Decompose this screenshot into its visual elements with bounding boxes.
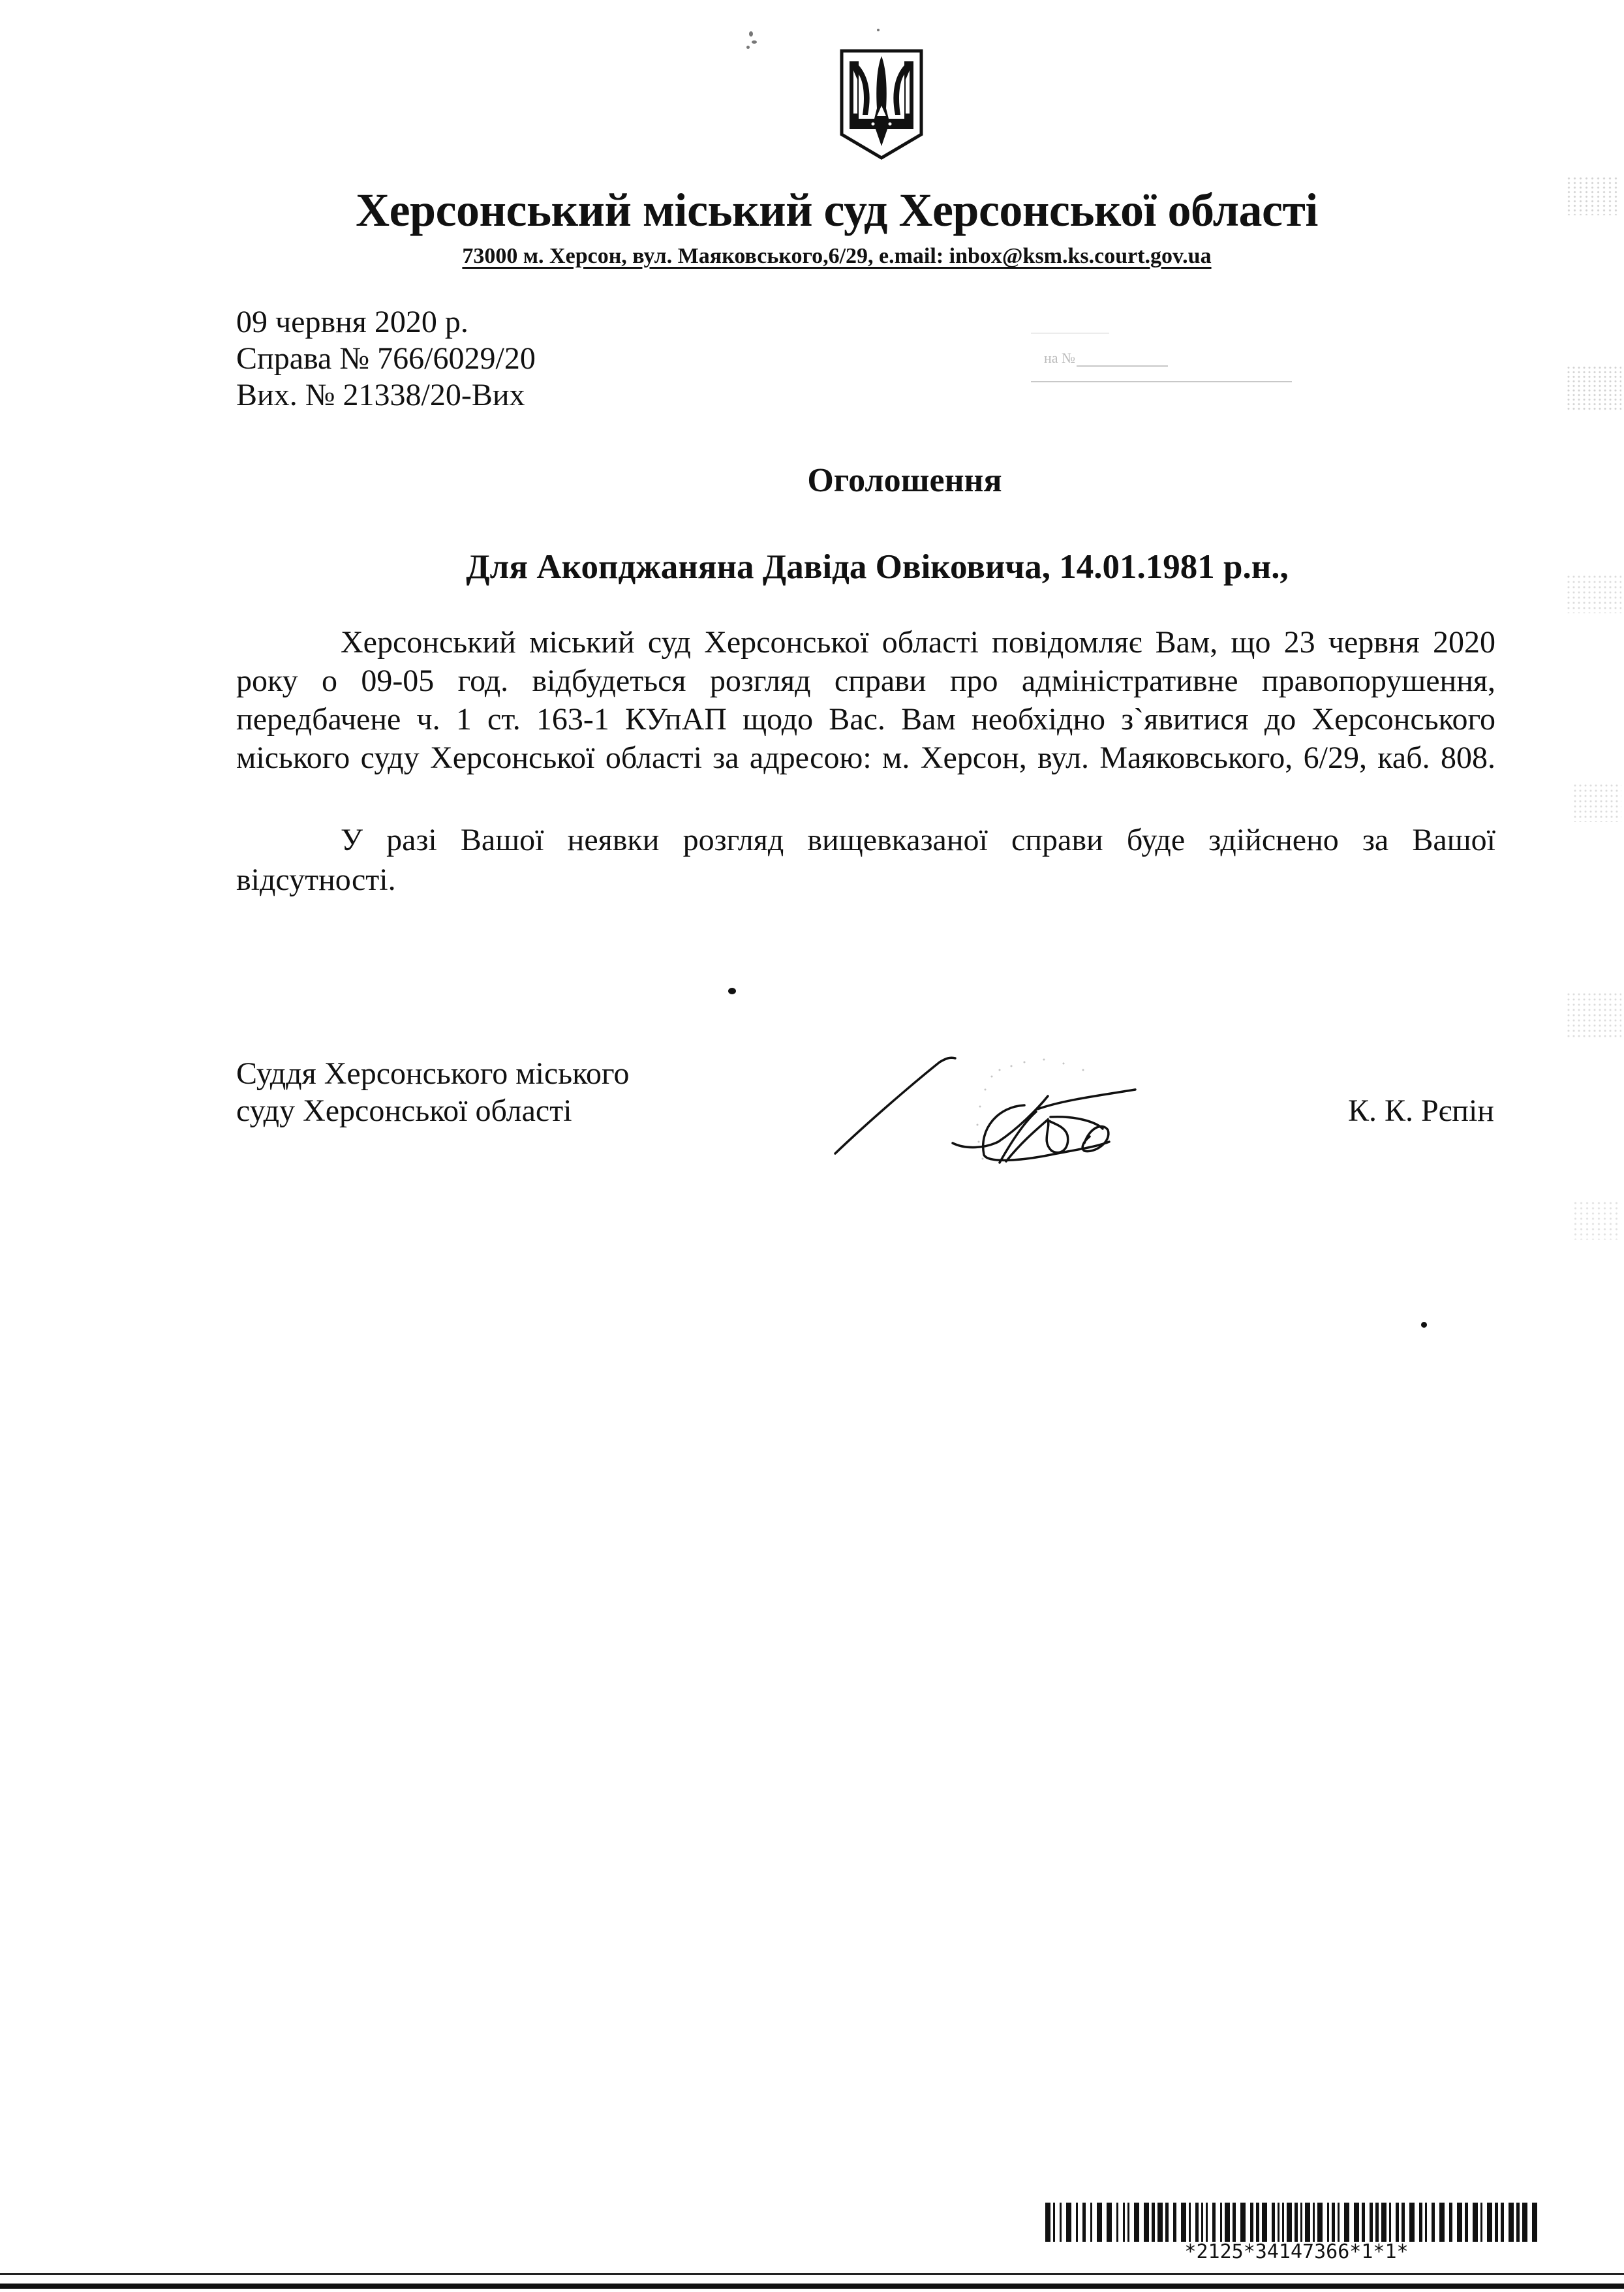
- barcode-bar: [1449, 2203, 1452, 2242]
- barcode-bar: [1287, 2203, 1292, 2242]
- scan-noise: [1572, 783, 1621, 822]
- barcode-bar: [1522, 2203, 1527, 2242]
- coat-of-arms-icon: [839, 48, 924, 160]
- barcode-bar: [1212, 2203, 1216, 2242]
- barcode-bar: [1220, 2203, 1222, 2242]
- scan-speck: [1421, 1322, 1427, 1328]
- scan-speck: [746, 46, 750, 49]
- paragraph1-line: року о 09-05 год. відбудеться розгляд справи про адміністративне правопорушення,: [236, 664, 1495, 698]
- barcode-bar: [1165, 2203, 1169, 2242]
- handwritten-signature-icon: [829, 1044, 1142, 1174]
- paragraph1-line: міського суду Херсонської області за адресою: м. Херсон, вул. Маяковського, 6/29, каб. 808.: [236, 741, 1495, 775]
- barcode-bar: [1173, 2203, 1176, 2242]
- barcode-bar: [1457, 2203, 1462, 2242]
- paragraph1-line: Херсонський міський суд Херсонської області повідомляє Вам, що 23 червня 2020: [341, 625, 1495, 660]
- barcode-number: *2125*34147366*1*1*: [1184, 2240, 1409, 2263]
- barcode-bar: [1144, 2203, 1149, 2242]
- document-date: 09 червня 2020 р.: [236, 305, 468, 339]
- barcode-bar: [1256, 2203, 1259, 2242]
- barcode-bar: [1313, 2203, 1315, 2242]
- barcode-bar: [1116, 2203, 1118, 2242]
- barcode-bar: [1516, 2203, 1520, 2242]
- court-address: 73000 м. Херсон, вул. Маяковського,6/29, e.mail: inbox@ksm.ks.court.gov.ua: [462, 244, 1212, 268]
- barcode-bar: [1097, 2203, 1102, 2242]
- barcode-bar: [1189, 2203, 1191, 2242]
- barcode-bar: [1157, 2203, 1163, 2242]
- scan-noise: [1566, 176, 1618, 215]
- scan-noise: [1566, 574, 1621, 613]
- barcode-bar: [1327, 2203, 1329, 2242]
- barcode-bar: [1195, 2203, 1199, 2242]
- barcode-bar: [1107, 2203, 1112, 2242]
- barcode-bar: [1487, 2203, 1492, 2242]
- barcode-bar: [1300, 2203, 1302, 2242]
- barcode-bar: [1402, 2203, 1405, 2242]
- barcode-bar: [1338, 2203, 1340, 2242]
- barcode-bar: [1396, 2203, 1399, 2242]
- barcode-bar: [1425, 2203, 1427, 2242]
- judge-position-line2: суду Херсонської області: [236, 1093, 572, 1128]
- barcode-bar: [1344, 2203, 1349, 2242]
- page-bottom-rule-thick: [0, 2284, 1624, 2289]
- barcode-bar: [1045, 2203, 1050, 2242]
- barcode-bar: [1225, 2203, 1230, 2242]
- paragraph2-line: відсутності.: [236, 863, 396, 897]
- stamp-label: на №: [1044, 350, 1076, 366]
- scan-noise: [1566, 365, 1621, 411]
- scan-noise: [1566, 992, 1621, 1037]
- barcode-bar: [1473, 2203, 1478, 2242]
- case-number: Справа № 766/6029/20: [236, 341, 536, 376]
- barcode-bar: [1053, 2203, 1055, 2242]
- barcode-bar: [1233, 2203, 1236, 2242]
- barcode-bar: [1381, 2203, 1387, 2242]
- barcode-bar: [1076, 2203, 1078, 2242]
- paragraph2-line: У разі Вашої неявки розгляд вищевказаної справи буде здійснено за Вашої: [341, 823, 1495, 857]
- barcode-bar: [1206, 2203, 1208, 2242]
- barcode-bar: [1272, 2203, 1275, 2242]
- barcode-bar: [1389, 2203, 1391, 2242]
- scan-speck: [752, 40, 757, 44]
- registration-stamp: [1018, 326, 1298, 391]
- barcode-bar: [1201, 2203, 1203, 2242]
- barcode-bar: [1282, 2203, 1284, 2242]
- court-name-title: Херсонський міський суд Херсонської області: [356, 184, 1318, 236]
- barcode-bar: [1419, 2203, 1422, 2242]
- stamp-line: [1031, 381, 1292, 382]
- barcode-bar: [1465, 2203, 1468, 2242]
- barcode-bar: [1127, 2203, 1129, 2242]
- scan-noise: [1572, 1200, 1621, 1240]
- barcode-bar: [1480, 2203, 1482, 2242]
- barcode-bar: [1432, 2203, 1435, 2242]
- barcode-bar: [1354, 2203, 1359, 2242]
- barcode-bar: [1152, 2203, 1155, 2242]
- scan-speck: [749, 31, 753, 37]
- barcode-bar: [1409, 2203, 1415, 2242]
- outgoing-number: Вих. № 21338/20-Вих: [236, 378, 525, 412]
- barcode-bar: [1305, 2203, 1310, 2242]
- barcode-bar: [1495, 2203, 1498, 2242]
- barcode-bar: [1134, 2203, 1139, 2242]
- barcode-bar: [1123, 2203, 1125, 2242]
- barcode-bar: [1262, 2203, 1267, 2242]
- barcode-bar: [1066, 2203, 1071, 2242]
- paragraph1-line: передбачене ч. 1 ст. 163-1 КУпАП щодо Вас. Вам необхідно з`явитися до Херсонського: [236, 702, 1495, 737]
- barcode-bar: [1317, 2203, 1323, 2242]
- judge-position-line1: Суддя Херсонського міського: [236, 1056, 630, 1091]
- notice-addressee: Для Акопджаняна Давіда Овіковича, 14.01.1981 р.н.,: [466, 548, 1289, 586]
- barcode: [1045, 2203, 1548, 2242]
- barcode-bar: [1278, 2203, 1279, 2242]
- barcode-bar: [1362, 2203, 1365, 2242]
- stamp-line: [1077, 365, 1168, 367]
- notice-heading: Оголошення: [807, 462, 1002, 499]
- barcode-bar: [1090, 2203, 1092, 2242]
- scan-speck: [877, 29, 880, 31]
- barcode-bar: [1532, 2203, 1537, 2242]
- barcode-bar: [1181, 2203, 1186, 2242]
- barcode-bar: [1501, 2203, 1504, 2242]
- page-bottom-rule: [0, 2273, 1624, 2275]
- barcode-bar: [1332, 2203, 1335, 2242]
- scan-speck: [728, 988, 736, 994]
- barcode-bar: [1439, 2203, 1445, 2242]
- barcode-bar: [1250, 2203, 1253, 2242]
- barcode-bar: [1370, 2203, 1373, 2242]
- barcode-bar: [1375, 2203, 1379, 2242]
- barcode-bar: [1240, 2203, 1246, 2242]
- judge-name: К. К. Рєпін: [1347, 1093, 1494, 1128]
- barcode-bar: [1082, 2203, 1086, 2242]
- barcode-bar: [1509, 2203, 1514, 2242]
- barcode-bar: [1295, 2203, 1298, 2242]
- barcode-bar: [1060, 2203, 1062, 2242]
